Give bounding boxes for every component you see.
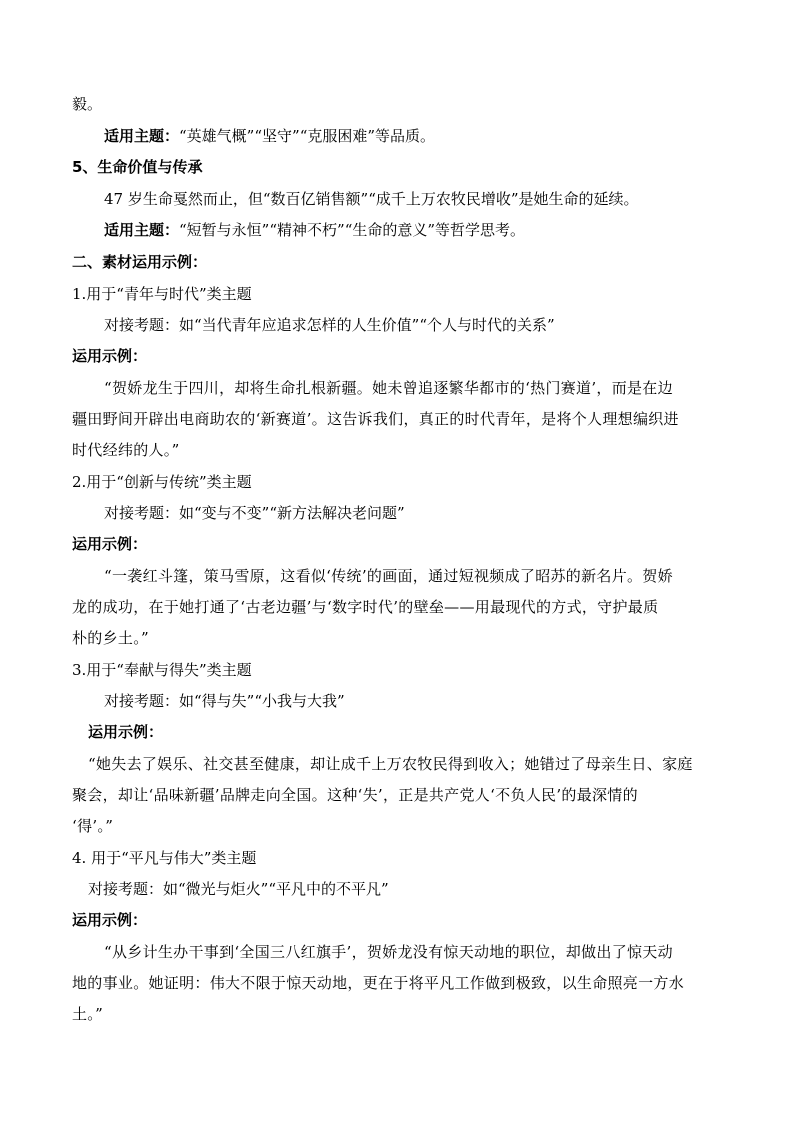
example-label: 运用示例：: [72, 347, 148, 365]
example-text: 疆田野间开辟出电商助农的‘新赛道’。这告诉我们，真正的时代青年，是将个人理想编织进: [72, 410, 679, 428]
exam-topic: 对接考题：如“当代青年应追求怎样的人生价值”“个人与时代的关系”: [104, 316, 555, 334]
example-text: 聚会，却让‘品味新疆’品牌走向全国。这种‘失’，正是共产党人‘不负人民’的最深情的: [72, 786, 638, 804]
subsection-heading: 1.用于“青年与时代”类主题: [72, 285, 252, 303]
example-text: “一袭红斗篷，策马雪原，这看似‘传统’的画面，通过短视频成了昭苏的新名片。贺娇: [104, 567, 673, 585]
example-label: 运用示例：: [72, 535, 148, 553]
example-label: 运用示例：: [72, 911, 148, 929]
example-text: ‘得’。”: [72, 817, 114, 835]
example-text: 龙的成功，在于她打通了‘古老边疆’与‘数字时代’的壁垒——用最现代的方式，守护最质: [72, 598, 659, 616]
subsection-heading: 2.用于“创新与传统”类主题: [72, 473, 252, 491]
example-label: 运用示例：: [88, 723, 164, 741]
theme-label: 适用主题：: [104, 127, 180, 145]
theme-text: “英雄气概”“坚守”“克服困难”等品质。: [179, 127, 436, 145]
example-text: 土。”: [72, 1005, 104, 1023]
theme-line: [104, 220, 525, 240]
example-text: “贺娇龙生于四川，却将生命扎根新疆。她未曾追逐繁华都市的‘热门赛道’，而是在边: [104, 379, 673, 397]
theme-line: [104, 126, 435, 146]
example-text: 时代经纬的人。”: [72, 441, 180, 459]
theme-text: “短暂与永恒”“精神不朽”“生命的意义”等哲学思考。: [179, 221, 526, 239]
text-line: 毅。: [72, 95, 103, 113]
example-text: “从乡计生办干事到‘全国三八红旗手’，贺娇龙没有惊天动地的职位，却做出了惊天动: [104, 943, 673, 961]
text-line: 47 岁生命戛然而止，但“数百亿销售额”“成千上万农牧民增收”是她生命的延续。: [104, 190, 639, 208]
exam-topic: 对接考题：如“微光与炬火”“平凡中的不平凡”: [88, 880, 389, 898]
theme-label: 适用主题：: [104, 221, 180, 239]
exam-topic: 对接考题：如“变与不变”“新方法解决老问题”: [104, 504, 405, 522]
exam-topic: 对接考题：如“得与失”“小我与大我”: [104, 692, 345, 710]
section-heading: 二、素材运用示例：: [72, 253, 208, 271]
example-text: 朴的乡土。”: [72, 629, 149, 647]
example-text: “她失去了娱乐、社交甚至健康，却让成千上万农牧民得到收入；她错过了母亲生日、家庭: [88, 755, 693, 773]
example-text: 地的事业。她证明：伟大不限于惊天动地，更在于将平凡工作做到极致，以生命照亮一方水: [72, 974, 685, 992]
subsection-heading: 3.用于“奉献与得失”类主题: [72, 661, 252, 679]
subsection-heading: 4. 用于“平凡与伟大”类主题: [72, 849, 257, 867]
section-heading: 5、生命价值与传承: [72, 158, 203, 176]
